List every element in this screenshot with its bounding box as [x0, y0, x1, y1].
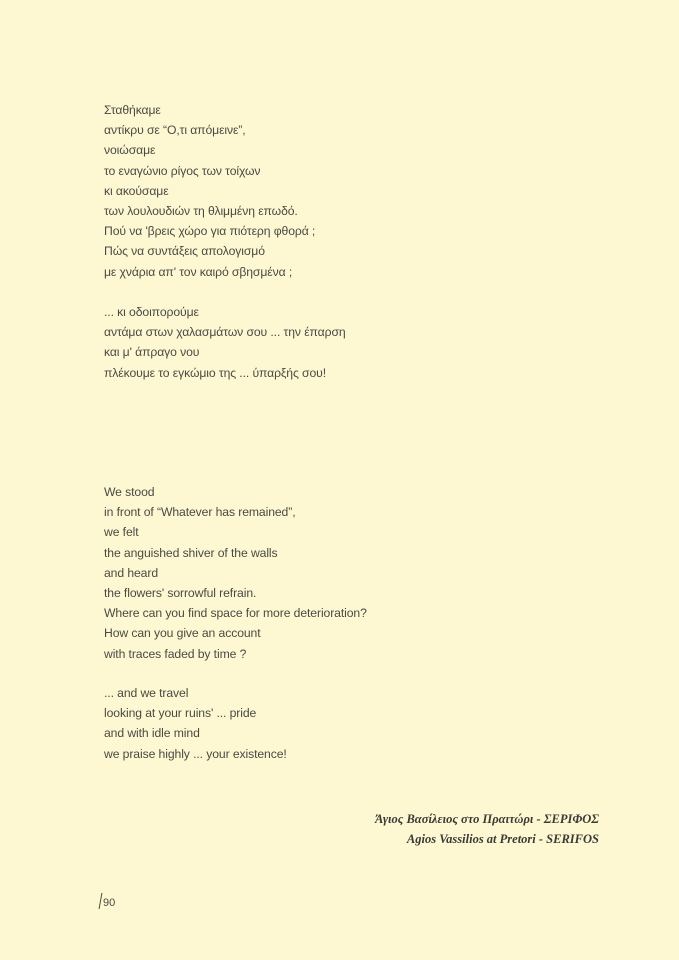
poem-line: the flowers' sorrowful refrain.: [104, 585, 257, 600]
poem-line: We stood: [104, 485, 155, 499]
greek-stanza-2: [104, 302, 346, 383]
english-stanza-1: [104, 482, 367, 664]
poem-line: Πώς να συντάξεις απολογισμό: [104, 244, 265, 259]
poem-line: το εναγώνιο ρίγος των τοίχων: [104, 163, 261, 178]
photo-caption: [375, 809, 599, 849]
poem-line: we praise highly ... your existence!: [104, 746, 287, 761]
poem-line: κι ακούσαμε: [104, 183, 169, 198]
poem-line: των λουλουδιών τη θλιμμένη επωδό.: [104, 203, 298, 218]
poem-line: πλέκουμε το εγκώμιο της ... ύπαρξής σου!: [104, 365, 326, 380]
poem-line: Πού να 'βρεις χώρο για πιότερη φθορά ;: [104, 224, 316, 239]
poem-line: ... and we travel: [104, 686, 189, 700]
poem-line: με χνάρια απ' τον καιρό σβησμένα ;: [104, 264, 293, 279]
poem-line: αντίκρυ σε “Ο,τι απόμεινε”,: [104, 123, 246, 138]
poem-line: and heard: [104, 565, 158, 580]
poem-line: we felt: [104, 525, 139, 540]
poem-line: αντάμα στων χαλασμάτων σου ... την έπαρση: [104, 325, 346, 340]
poem-line: ... κι οδοιπορούμε: [104, 305, 199, 319]
page-number: [100, 893, 115, 909]
poem-line: νοιώσαμε: [104, 143, 156, 158]
caption-english: Agios Vassilios at Pretori - SERIFOS: [406, 832, 599, 846]
caption-greek: Άγιος Βασίλειος στο Πραιτώρι - ΣΕΡΙΦΟΣ: [374, 812, 599, 826]
poem-line: και μ' άπραγο νου: [104, 345, 200, 360]
poem-line: Where can you find space for more deterioration?: [104, 606, 367, 621]
poem-line: in front of “Whatever has remained”,: [104, 505, 296, 520]
poem-line: with traces faded by time ?: [104, 646, 247, 661]
english-stanza-2: [104, 683, 287, 764]
page-number-mark: [99, 893, 103, 909]
poem-line: How can you give an account: [104, 626, 261, 641]
poem-line: the anguished shiver of the walls: [104, 545, 278, 560]
greek-stanza-1: [104, 100, 315, 282]
poem-line: looking at your ruins' ... pride: [104, 706, 257, 721]
poem-line: and with idle mind: [104, 726, 200, 741]
poem-line: Σταθήκαμε: [104, 103, 161, 117]
page-number-text: 90: [103, 897, 116, 909]
